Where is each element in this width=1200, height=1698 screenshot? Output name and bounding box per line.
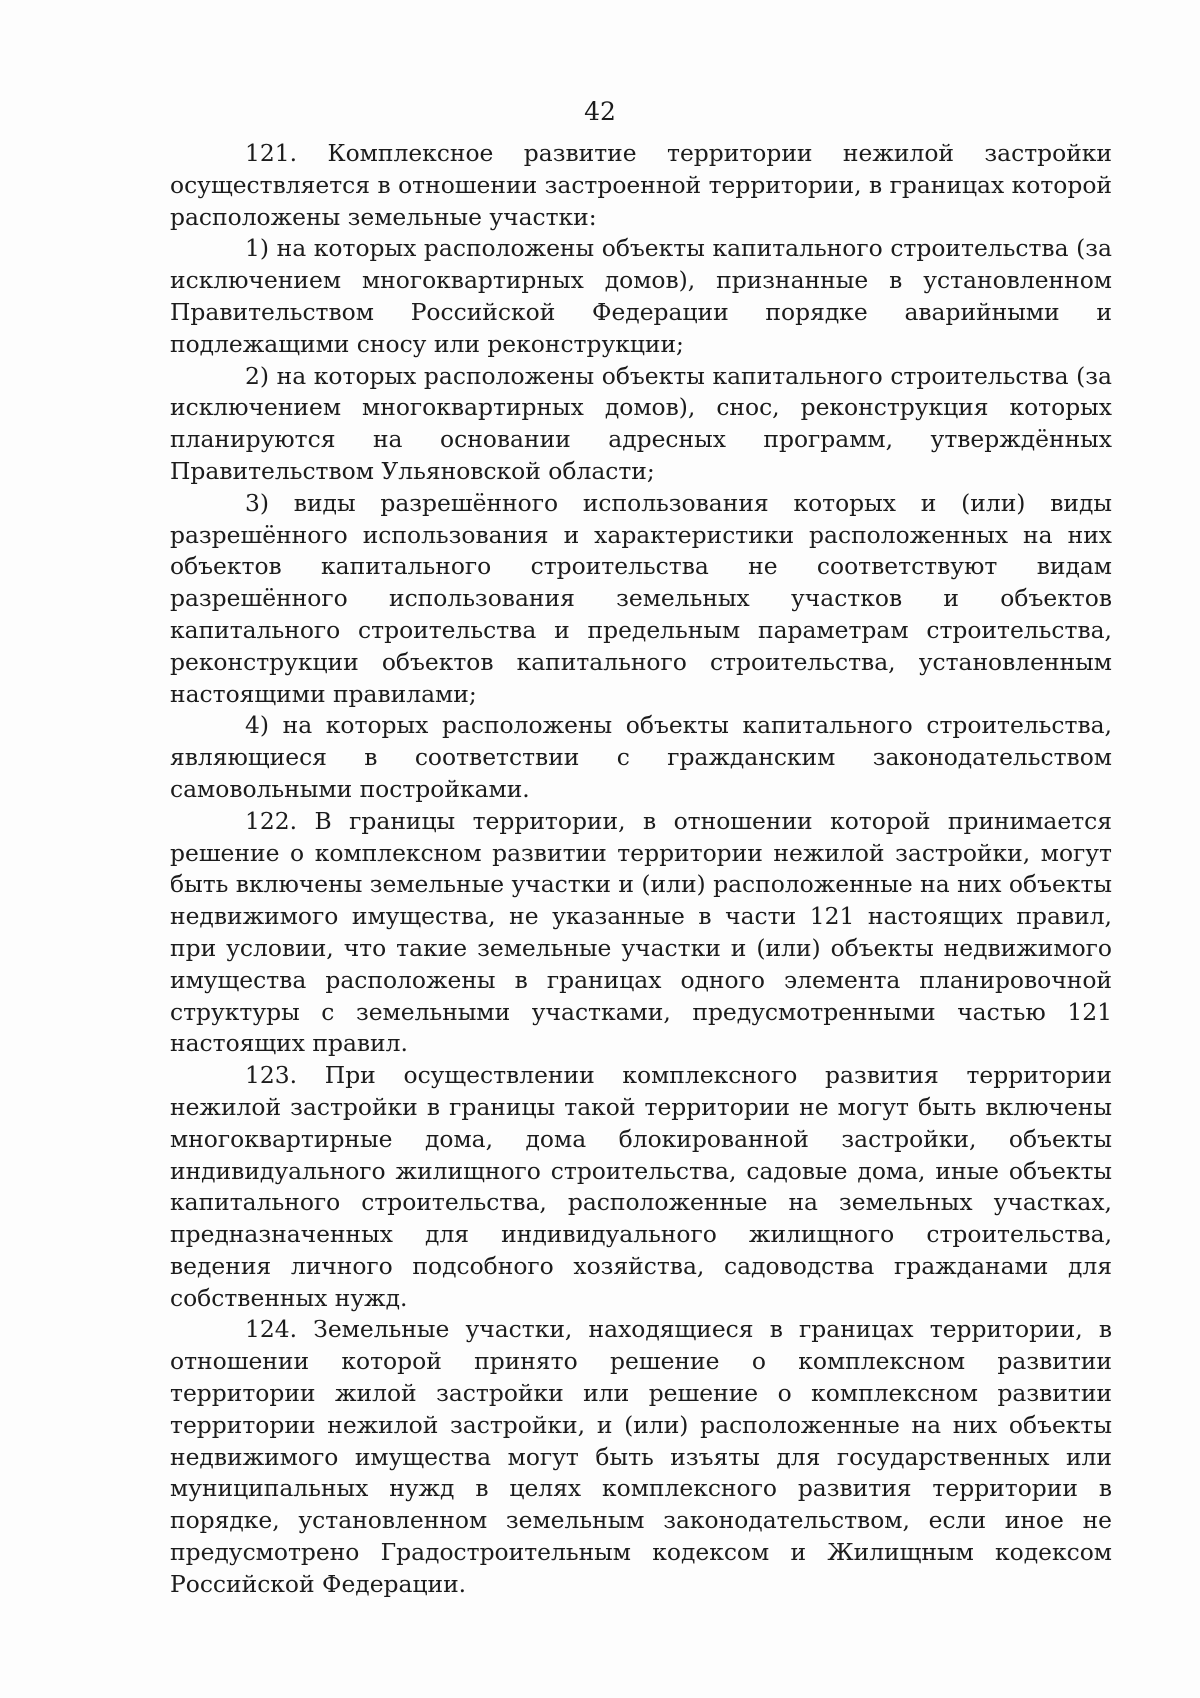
list-item-4: 4) на которых расположены объекты капитального строительства, являющиеся в соответствии с гражданским законодательством самовольными постройками.	[170, 711, 1112, 803]
list-item-2: 2) на которых расположены объекты капитального строительства (за исключением многоквартирных домов), снос, реконструкция которых планируются на основании адресных программ, утверждённых Правительством Ульяновской области;	[170, 361, 1112, 485]
list-item-1: 1) на которых расположены объекты капитального строительства (за исключением многоквартирных домов), признанные в установленном Правительством Российской Федерации порядке аварийными и подлежащими сносу или реконструкции;	[170, 234, 1112, 358]
paragraph-123: 123. При осуществлении комплексного развития территории нежилой застройки в границы такой территории не могут быть включены многоквартирные дома, дома блокированной застройки, объекты индивидуального жилищного строительства, садовые дома, иные объекты капитального строительства, расположенные на земельных участках, предназначенных для индивидуального жилищного строительства, ведения личного подсобного хозяйства, садоводства гражданами для собственных нужд.	[170, 1061, 1112, 1312]
page-number: 42	[584, 97, 616, 126]
paragraph-122: 122. В границы территории, в отношении которой принимается решение о комплексном развитии территории нежилой застройки, могут быть включены земельные участки и (или) расположенные на них объекты недвижимого имущества, не указанные в части 121 настоящих правил, при условии, что такие земельные участки и (или) объекты недвижимого имущества расположены в границах одного элемента планировочной структуры с земельными участками, предусмотренными частью 121 настоящих правил.	[170, 806, 1112, 1058]
paragraph-124: 124. Земельные участки, находящиеся в границах территории, в отношении которой принято решение о комплексном развитии территории жилой застройки или решение о комплексном развитии территории нежилой застройки, и (или) расположенные на них объекты недвижимого имущества могут быть изъяты для государственных или муниципальных нужд в целях комплексного развития территории в порядке, установленном земельным законодательством, если иное не предусмотрено Градостроительным кодексом и Жилищным кодексом Российской Федерации.	[170, 1315, 1112, 1598]
paragraph-121: 121. Комплексное развитие территории нежилой застройки осуществляется в отношении застроенной территории, в границах которой расположены земельные участки:	[170, 139, 1112, 231]
list-item-3: 3) виды разрешённого использования которых и (или) виды разрешённого использования и характеристики расположенных на них объектов капитального строительства не соответствуют видам разрешённого использования земельных участков и объектов капитального строительства и предельным параметрам строительства, реконструкции объектов капитального строительства, установленным настоящими правилами;	[170, 488, 1112, 708]
document-body	[170, 138, 1112, 1601]
